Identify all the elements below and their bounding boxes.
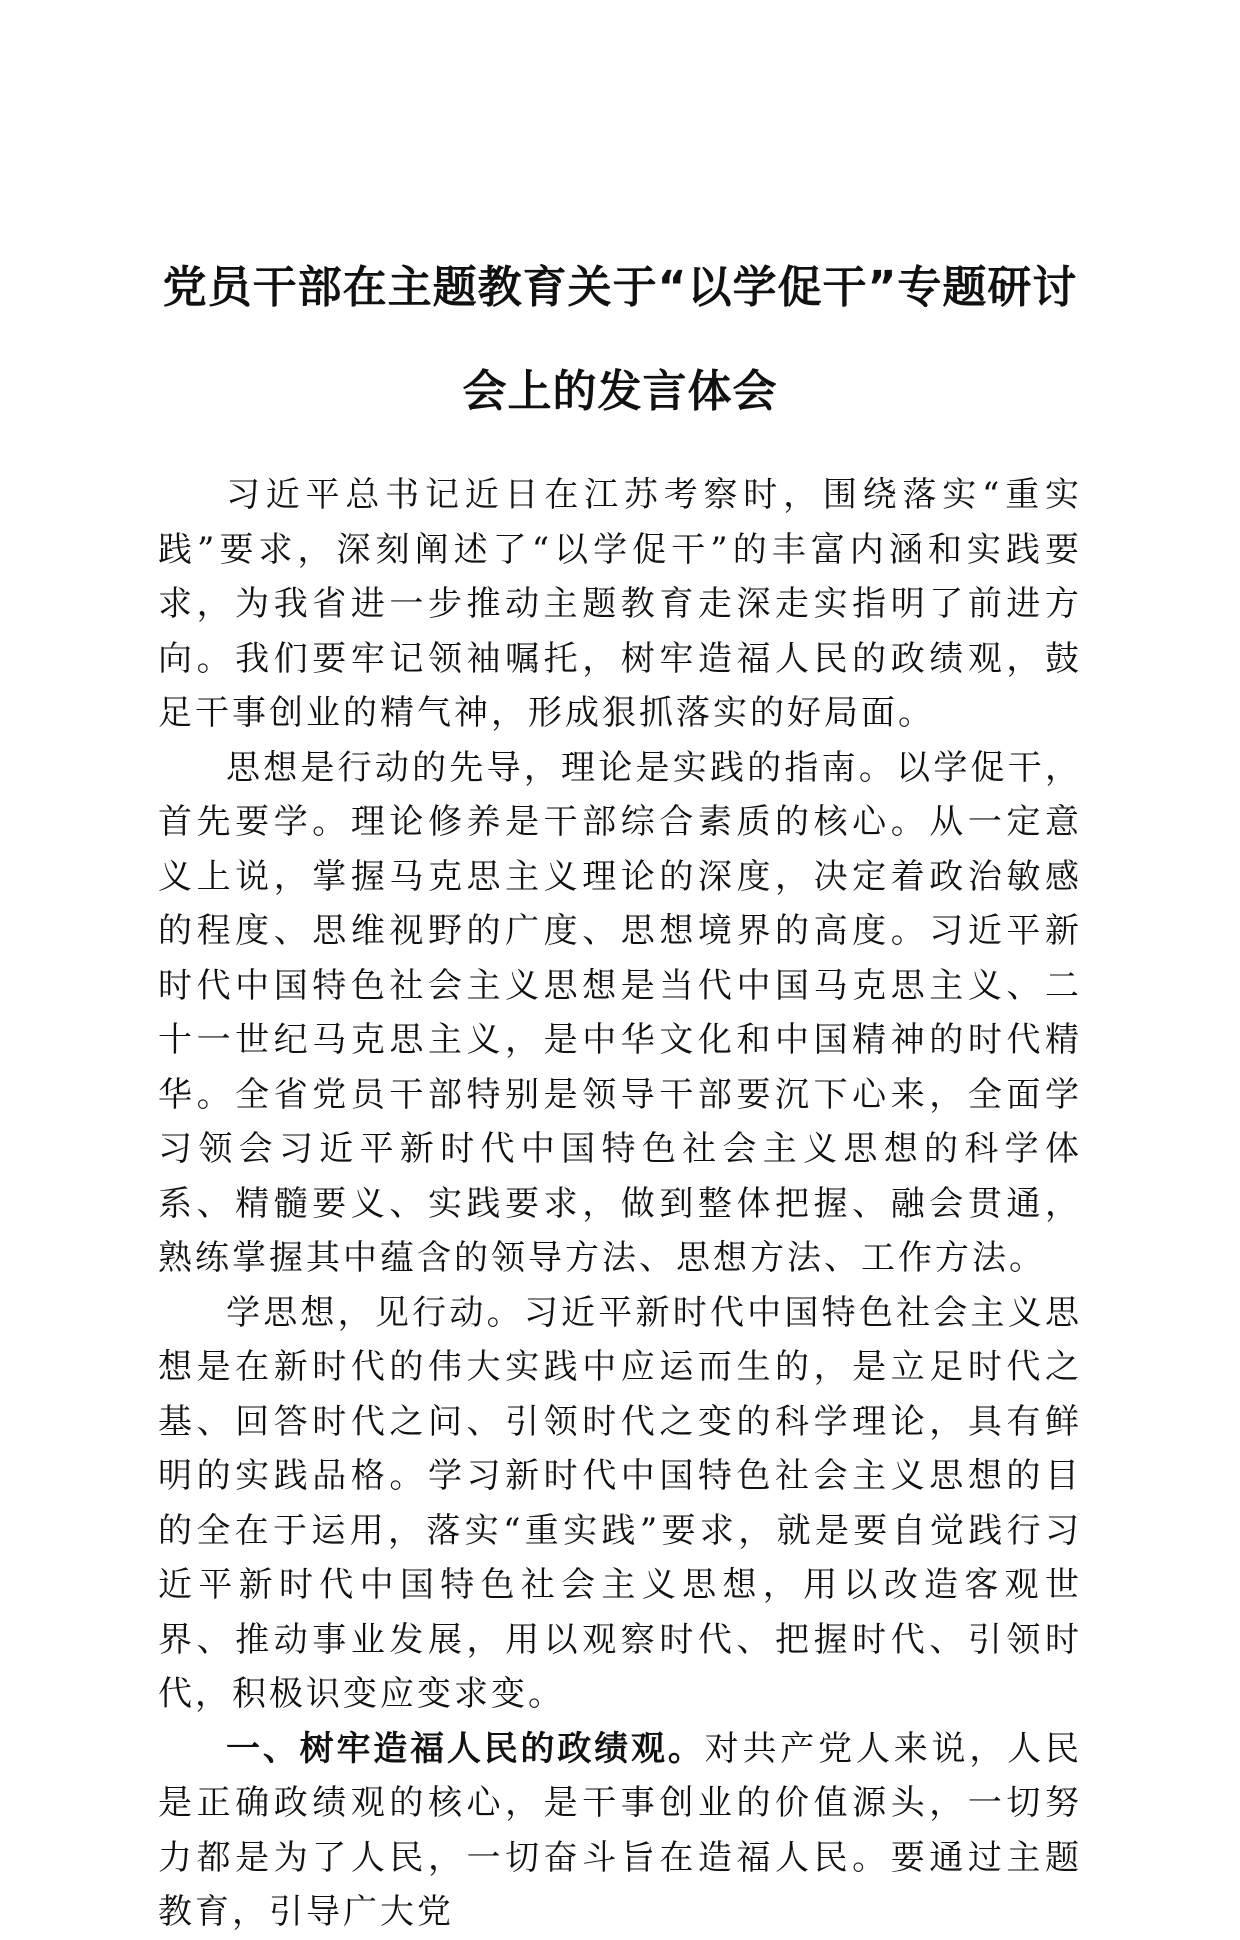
document-title: 党员干部在主题教育关于“以学促干”专题研讨会上的发言体会 bbox=[162, 262, 1078, 417]
paragraph-2: 思想是行动的先导，理论是实践的指南。以学促干，首先要学。理论修养是干部综合素质的核心。从一定意义上说，掌握马克思主义理论的深度，决定着政治敏感的程度、思维视野的广度、思想境界的高度。习近平新时代中国特色社会主义思想是当代中国马克思主义、二十一世纪马克思主义，是中华文化和中国精神的时代精华。全省党员干部特别是领导干部要沉下心来，全面学习领会习近平新时代中国特色社会主义思想的科学体系、精髓要义、实践要求，做到整体把握、融会贯通，熟练掌握其中蕴含的领导方法、思想方法、工作方法。 bbox=[158, 747, 1082, 1278]
paragraph-3: 学思想，见行动。习近平新时代中国特色社会主义思想是在新时代的伟大实践中应运而生的，是立足时代之基、回答时代之问、引领时代之变的科学理论，具有鲜明的实践品格。学习新时代中国特色社会主义思想的目的全在于运用，落实“重实践”要求，就是要自觉践行习近平新时代中国特色社会主义思想，用以改造客观世界、推动事业发展，用以观察时代、把握时代、引领时代，积极识变应变求变。 bbox=[158, 1292, 1082, 1714]
document-body bbox=[158, 468, 1082, 1940]
paragraph-4-text: 对共产党人来说，人民是正确政绩观的核心，是干事创业的价值源头，一切努力都是为了人民，一切奋斗旨在造福人民。要通过主题教育，引导广大党 bbox=[158, 1728, 1083, 1932]
section-heading: 一、树牢造福人民的政绩观。 bbox=[226, 1728, 705, 1769]
paragraph-4 bbox=[158, 1722, 1082, 1940]
paragraph-1: 习近平总书记近日在江苏考察时，围绕落实“重实践”要求，深刻阐述了“以学促干”的丰富内涵和实践要求，为我省进一步推动主题教育走深走实指明了前进方向。我们要牢记领袖嘱托，树牢造福人民的政绩观，鼓足干事创业的精气神，形成狠抓落实的好局面。 bbox=[158, 475, 1082, 733]
